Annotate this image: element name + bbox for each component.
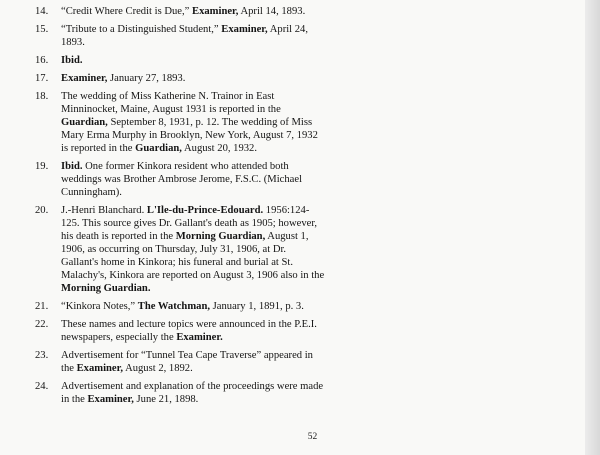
endnote-number: 23. — [35, 350, 49, 361]
endnote-text — [61, 90, 325, 155]
note-text: The wedding of Miss Katherine N. Trainor in East Minninocket, Maine, August 1931 is reported in the — [61, 91, 281, 115]
note-text: 1956:124-125. This source gives Dr. Gallant's death as 1905; however, his death is reported in the — [61, 205, 318, 242]
note-text: Advertisement and explanation of the proceedings were made in the — [61, 381, 324, 405]
page-number: 52 — [307, 432, 318, 442]
endnote-item — [35, 72, 325, 85]
source-title: Examiner, — [192, 6, 239, 17]
endnote-item — [35, 349, 325, 375]
note-text: One former Kinkora resident who attended both weddings was Brother Ambrose Jerome, F.S.C. (Michael Cunningham). — [61, 161, 303, 198]
note-text: Advertisement for “Tunnel Tea Cape Traverse” appeared in the — [61, 350, 313, 374]
source-title: Morning Guardian, — [175, 231, 266, 242]
endnote-number: 20. — [35, 205, 49, 216]
endnote-text — [61, 204, 325, 295]
note-text: J.-Henri Blanchard. — [61, 205, 147, 216]
endnote-number: 22. — [35, 319, 49, 330]
source-title: Examiner, — [221, 24, 268, 35]
note-text: April 24, 1893. — [61, 24, 309, 48]
source-title: The Watchman, — [137, 301, 210, 312]
endnote-number: 14. — [35, 6, 49, 17]
endnote-item — [35, 23, 325, 49]
endnote-text — [61, 349, 325, 375]
endnote-item — [35, 160, 325, 199]
source-title: Examiner, — [61, 73, 108, 84]
endnote-text — [61, 72, 325, 85]
endnote-number: 24. — [35, 381, 49, 392]
endnotes-list — [35, 5, 325, 411]
endnote-text — [61, 23, 325, 49]
endnote-item — [35, 204, 325, 295]
note-text: January 1, 1891, p. 3. — [210, 301, 304, 312]
endnote-number: 15. — [35, 24, 49, 35]
endnote-text — [61, 380, 325, 406]
note-text: “Credit Where Credit is Due,” — [61, 6, 193, 17]
endnote-number: 16. — [35, 55, 49, 66]
note-text: These names and lecture topics were announced in the P.E.I. newspapers, especially the — [61, 319, 317, 343]
endnote-number: 19. — [35, 161, 49, 172]
endnote-text — [61, 300, 325, 313]
source-title: Ibid. — [61, 55, 83, 66]
endnote-item — [35, 5, 325, 18]
source-title: Morning Guardian. — [61, 283, 151, 294]
note-text: August 2, 1892. — [123, 363, 193, 374]
note-text: August 1, 1906, as occurring on Thursday, July 31, 1906, at Dr. Gallant's home in Kinkora; his funeral and burial at St. Malachy's, Kinkora are reported on August 3, 1906 also in the — [61, 231, 325, 281]
note-text: September 8, 1931, p. 12. The wedding of Miss Mary Erma Murphy in Brooklyn, New York, August 7, 1932 is reported in the — [61, 117, 318, 154]
note-text: August 20, 1932. — [181, 143, 257, 154]
facing-page-edge — [585, 0, 600, 455]
endnote-item — [35, 54, 325, 67]
source-title: Guardian, — [135, 143, 182, 154]
endnote-text — [61, 318, 325, 344]
endnote-number: 17. — [35, 73, 49, 84]
source-title: L'Ile-du-Prince-Edouard. — [146, 205, 264, 216]
endnote-number: 18. — [35, 91, 49, 102]
endnote-number: 21. — [35, 301, 49, 312]
endnote-text — [61, 160, 325, 199]
source-title: Examiner, — [87, 394, 134, 405]
note-text: “Tribute to a Distinguished Student,” — [61, 24, 222, 35]
source-title: Guardian, — [61, 117, 108, 128]
endnote-text — [61, 54, 325, 67]
note-text: June 21, 1898. — [133, 394, 199, 405]
endnote-item — [35, 380, 325, 406]
note-text: January 27, 1893. — [107, 73, 186, 84]
endnote-item — [35, 300, 325, 313]
endnote-text — [61, 5, 325, 18]
note-text: “Kinkora Notes,” — [61, 301, 138, 312]
source-title: Ibid. — [61, 161, 83, 172]
note-text: April 14, 1893. — [238, 6, 306, 17]
source-title: Examiner. — [176, 332, 223, 343]
source-title: Examiner, — [76, 363, 123, 374]
endnote-item — [35, 90, 325, 155]
endnote-item — [35, 318, 325, 344]
